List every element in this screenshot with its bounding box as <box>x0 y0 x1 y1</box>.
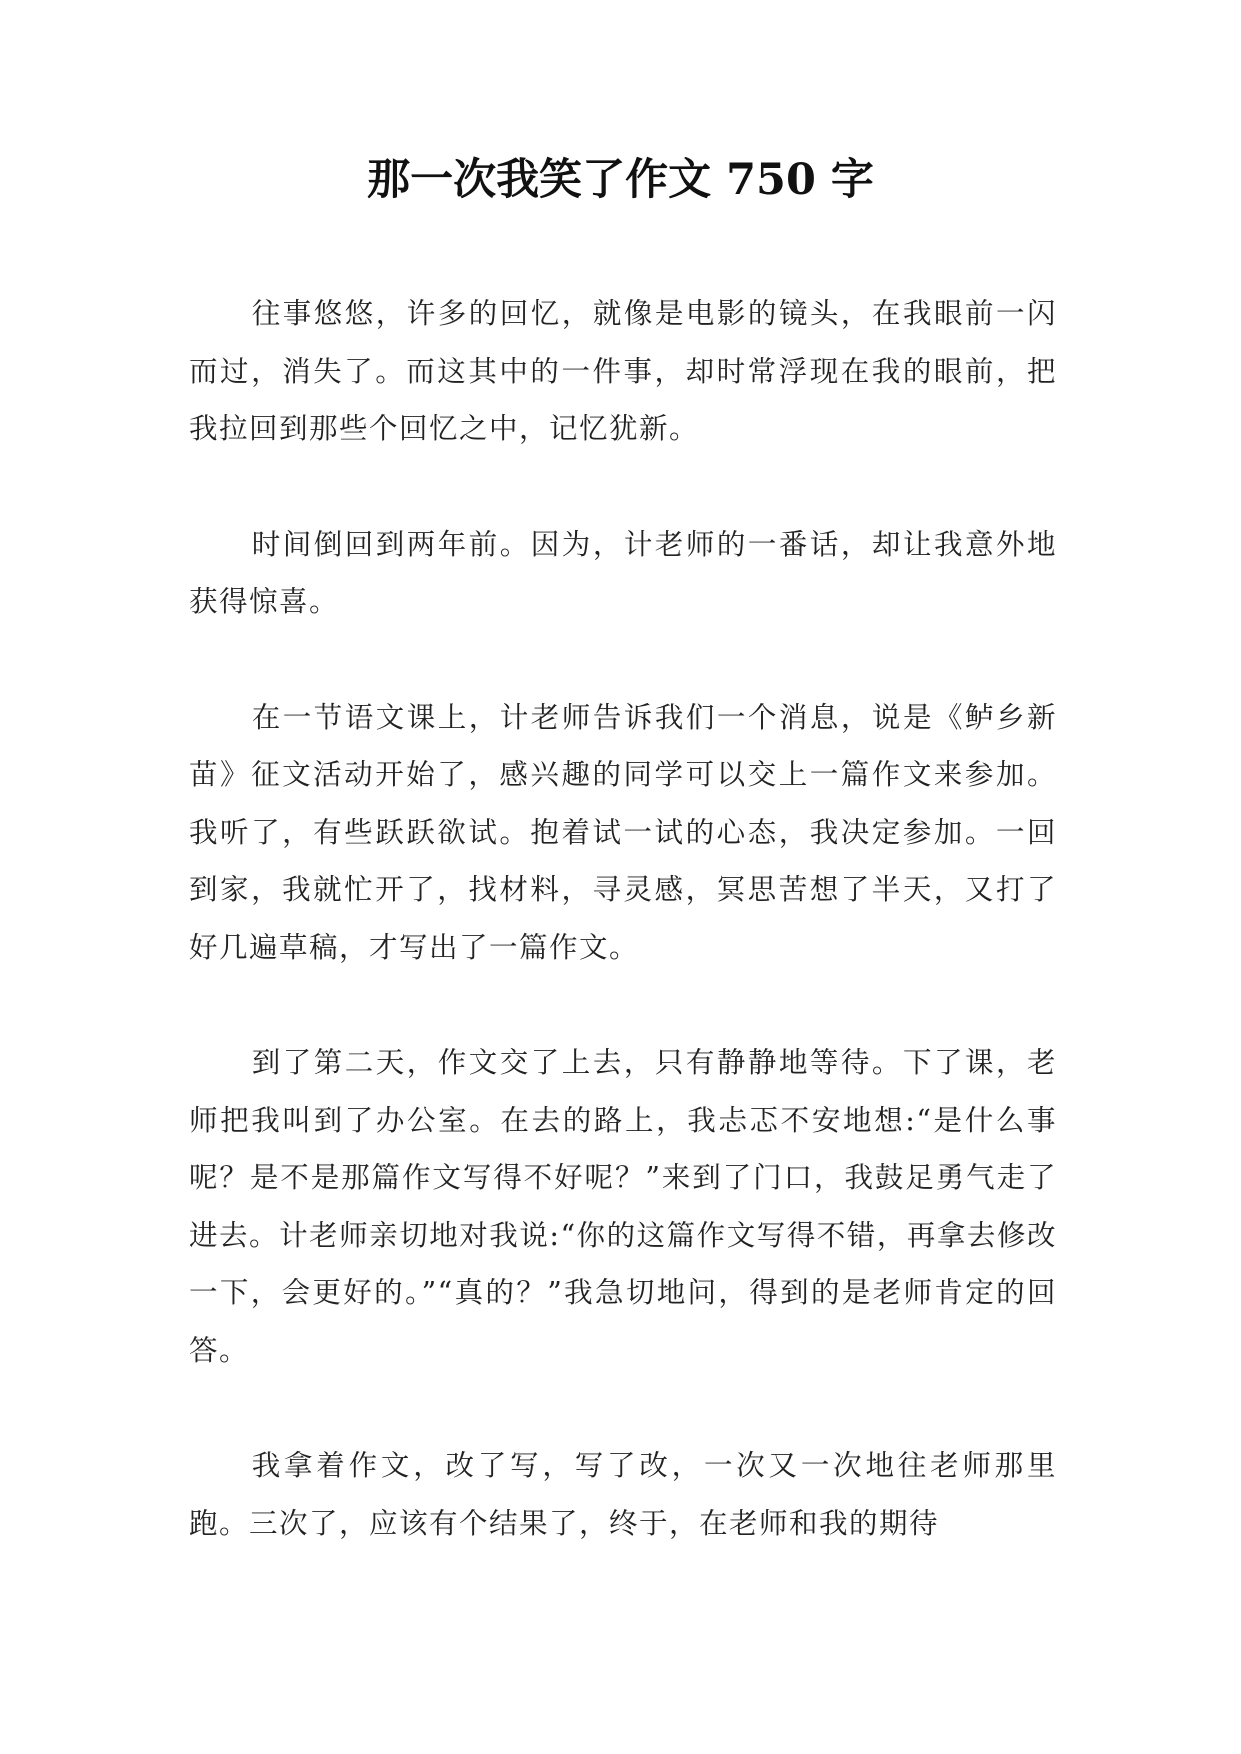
paragraph: 在一节语文课上，计老师告诉我们一个消息，说是《鲈乡新苗》征文活动开始了，感兴趣的同学可以交上一篇作文来参加。我听了，有些跃跃欲试。抱着试一试的心态，我决定参加。一回到家，我就忙开了，找材料，寻灵感，冥思苦想了半天，又打了好几遍草稿，才写出了一篇作文。 <box>189 700 1057 964</box>
paragraph: 我拿着作文，改了写，写了改，一次又一次地往老师那里跑。三次了，应该有个结果了，终于，在老师和我的期待 <box>189 1449 1057 1540</box>
paragraph: 时间倒回到两年前。因为，计老师的一番话，却让我意外地获得惊喜。 <box>189 527 1057 618</box>
paragraph: 往事悠悠，许多的回忆，就像是电影的镜头，在我眼前一闪而过，消失了。而这其中的一件事，却时常浮现在我的眼前，把我拉回到那些个回忆之中，记忆犹新。 <box>189 297 1057 445</box>
paragraph: 到了第二天，作文交了上去，只有静静地等待。下了课，老师把我叫到了办公室。在去的路上，我忐忑不安地想:“是什么事呢？是不是那篇作文写得不好呢？”来到了门口，我鼓足勇气走了进去。计老师亲切地对我说:“你的这篇作文写得不错，再拿去修改一下，会更好的。”“真的？”我急切地问，得到的是老师肯定的回答。 <box>189 1046 1057 1367</box>
document-body <box>189 285 1057 1610</box>
document-title: 那一次我笑了作文 750 字 <box>367 155 874 205</box>
